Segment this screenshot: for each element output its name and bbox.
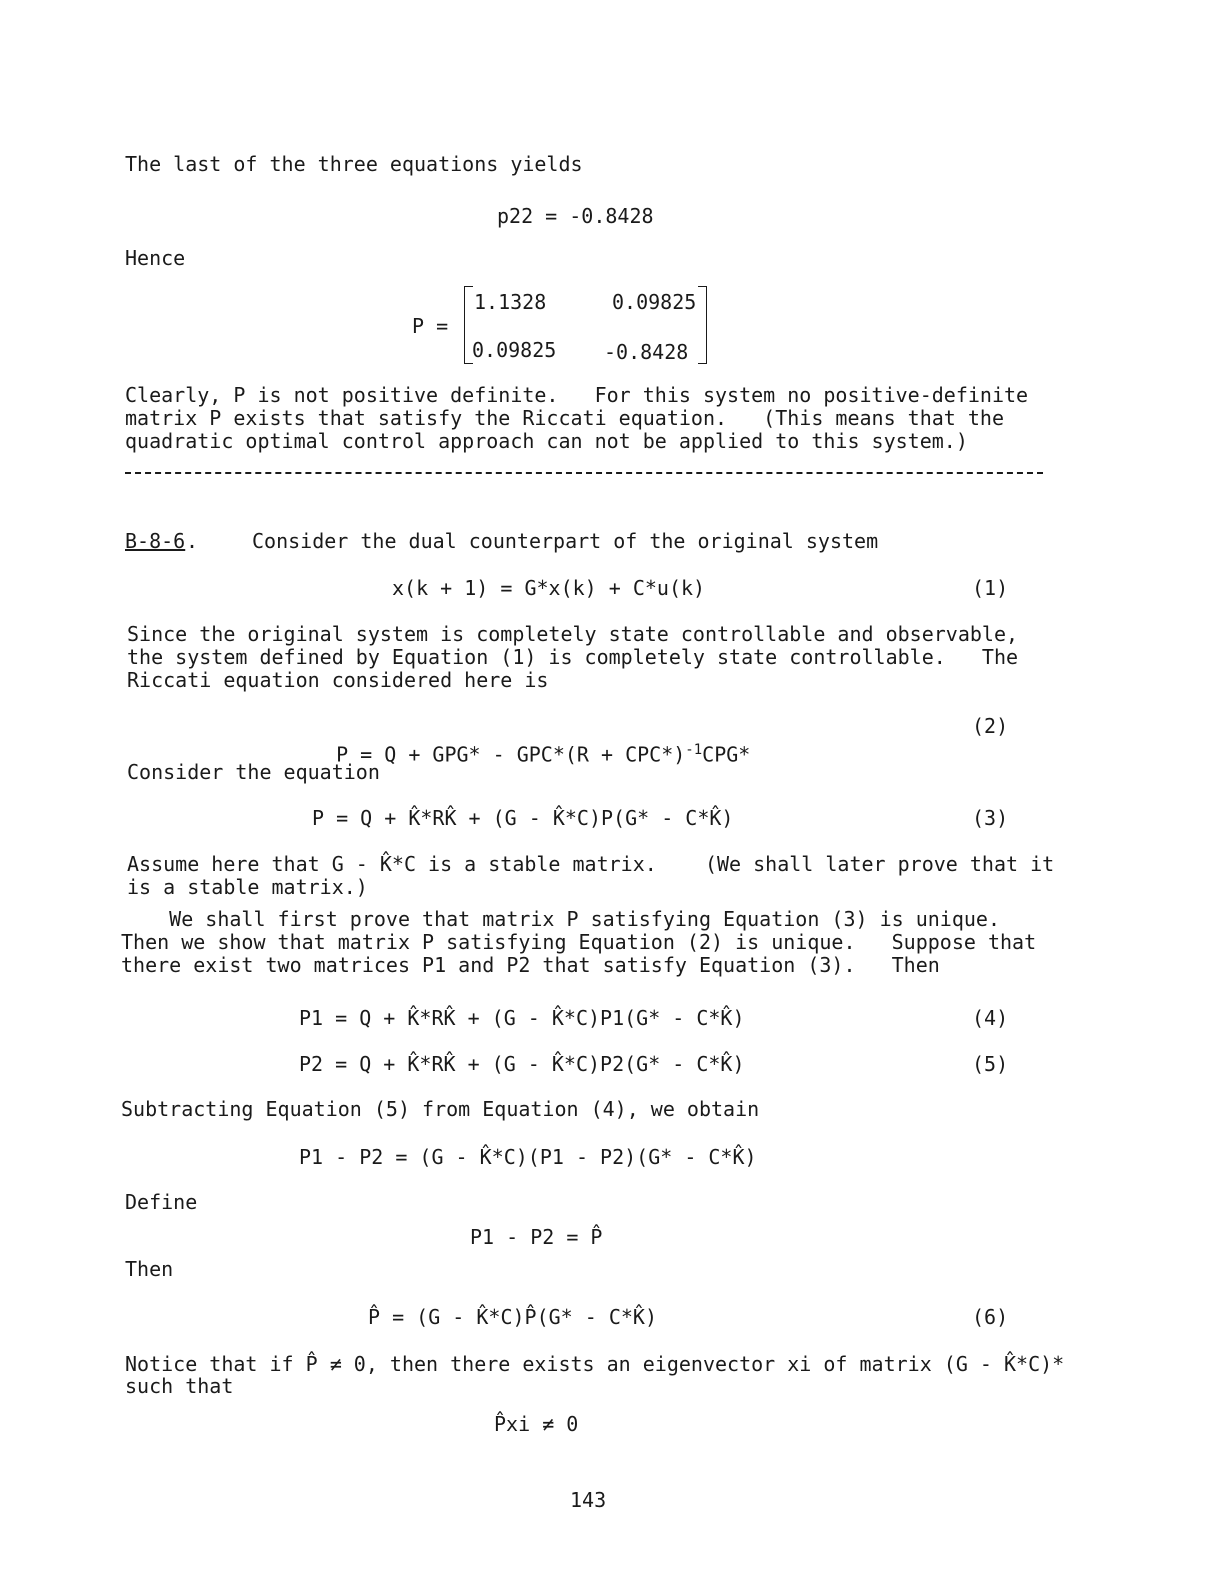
equation-difference: P1 - P2 = (G - K̂*C)(P1 - P2)(G* - C*K̂) (299, 1145, 757, 1169)
paragraph-2-line-2: Then we show that matrix P satisfying Equation (2) is unique. Suppose that (121, 930, 1037, 954)
notice-line-1: Notice that if P̂ ≠ 0, then there exists an eigenvector xi of matrix (G - K̂*C)* (125, 1352, 1065, 1376)
subtracting-line: Subtracting Equation (5) from Equation (4), we obtain (121, 1097, 760, 1121)
paragraph-1-line-1: Since the original system is completely state controllable and observable, (127, 622, 1019, 646)
problem-intro: Consider the dual counterpart of the original system (252, 529, 879, 553)
equation-6: P̂ = (G - K̂*C)P̂(G* - C*K̂) (368, 1305, 657, 1329)
equation-4-number: (4) (972, 1006, 1009, 1030)
assume-line-2: is a stable matrix.) (127, 875, 368, 899)
equation-3-number: (3) (972, 806, 1009, 830)
paragraph-2-line-1: We shall first prove that matrix P satisfying Equation (3) is unique. (121, 907, 1000, 931)
matrix-a12: 0.09825 (612, 290, 697, 314)
equation-2-number: (2) (972, 714, 1009, 738)
define-label: Define (125, 1190, 198, 1214)
clearly-line-1: Clearly, P is not positive definite. For this system no positive-definite (125, 383, 1029, 407)
equation-3: P = Q + K̂*RK̂ + (G - K̂*C)P(G* - C*K̂) (312, 806, 734, 830)
section-divider (125, 472, 1043, 474)
equation-1: x(k + 1) = G*x(k) + C*u(k) (392, 576, 706, 600)
clearly-line-2: matrix P exists that satisfy the Riccati equation. (This means that the (125, 406, 1004, 430)
matrix-p-label: P = (412, 314, 449, 338)
clearly-line-3: quadratic optimal control approach can not be applied to this system.) (125, 429, 968, 453)
equation-2-tail: CPG* (702, 742, 751, 767)
equation-1-number: (1) (972, 576, 1009, 600)
hence-label: Hence (125, 246, 186, 270)
equation-6-number: (6) (972, 1305, 1009, 1329)
problem-label-dot: . (186, 529, 199, 553)
paragraph-2-line-3: there exist two matrices P1 and P2 that satisfy Equation (3). Then (121, 953, 940, 977)
equation-5: P2 = Q + K̂*RK̂ + (G - K̂*C)P2(G* - C*K̂) (299, 1052, 745, 1076)
paragraph-1-line-2: the system defined by Equation (1) is completely state controllable. The (127, 645, 1019, 669)
consider-line: Consider the equation (127, 760, 380, 784)
equation-2-main: P = Q + GPG* - GPC*(R + CPC*) (336, 742, 686, 767)
intro-line: The last of the three equations yields (125, 152, 583, 176)
paragraph-1-line-3: Riccati equation considered here is (127, 668, 549, 692)
equation-2-exponent: -1 (685, 742, 703, 758)
p22-equation: p22 = -0.8428 (497, 204, 654, 228)
equation-4: P1 = Q + K̂*RK̂ + (G - K̂*C)P1(G* - C*K̂) (299, 1006, 745, 1030)
then-label: Then (125, 1257, 174, 1281)
matrix-a21: 0.09825 (472, 338, 557, 362)
problem-label: B-8-6 (125, 529, 186, 553)
page-number: 143 (570, 1488, 607, 1512)
matrix-a11: 1.1328 (474, 290, 547, 314)
matrix-a22: -0.8428 (604, 340, 689, 364)
notice-line-2: such that (125, 1374, 234, 1398)
equation-definition: P1 - P2 = P̂ (470, 1225, 603, 1249)
equation-5-number: (5) (972, 1052, 1009, 1076)
equation-2 (312, 714, 750, 767)
matrix-right-bracket (698, 286, 707, 364)
assume-line-1: Assume here that G - K̂*C is a stable matrix. (We shall later prove that it (127, 852, 1055, 876)
equation-final: P̂xi ≠ 0 (494, 1412, 579, 1436)
